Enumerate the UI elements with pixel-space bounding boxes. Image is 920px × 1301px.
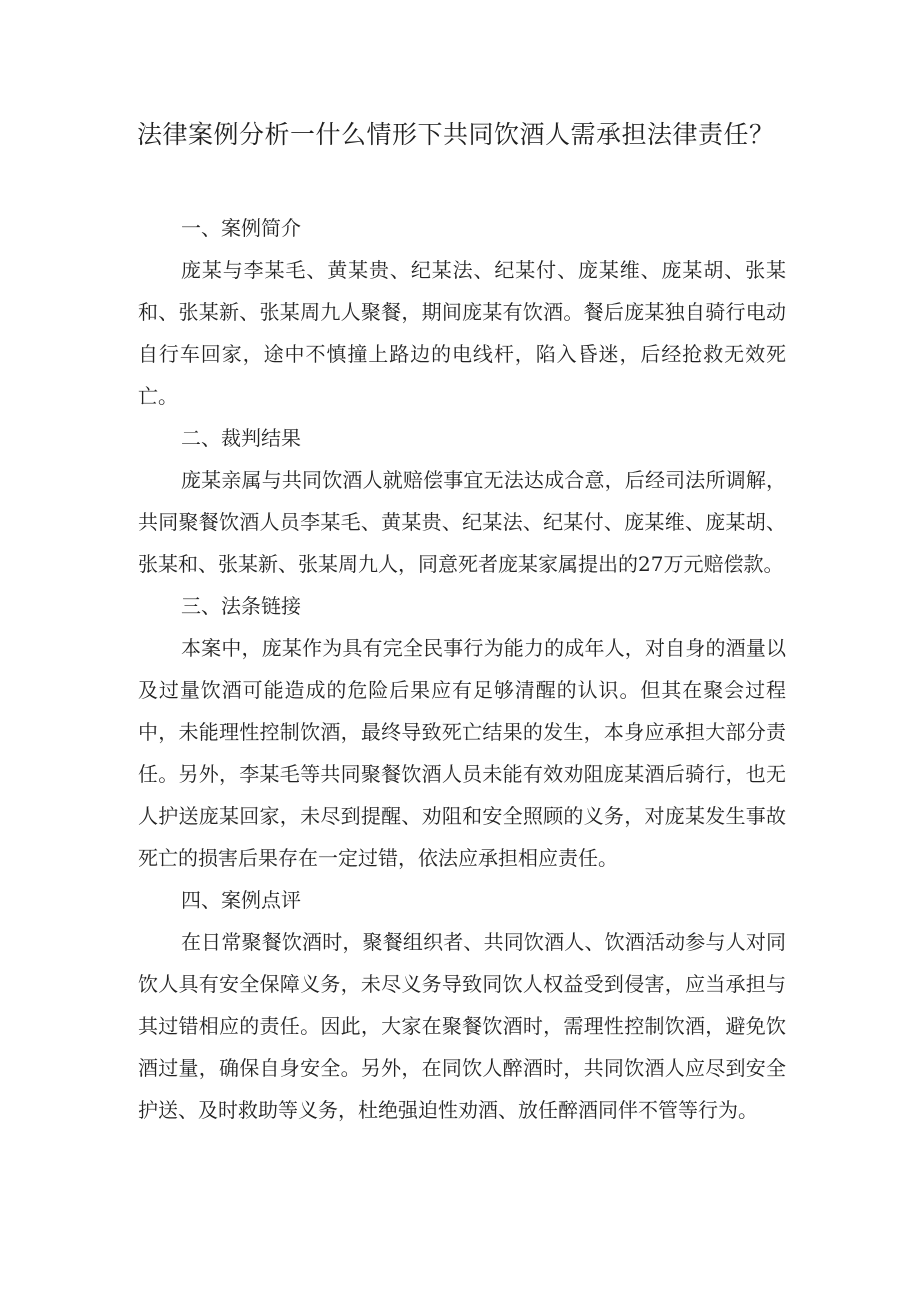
section-heading-judgment: 二、裁判结果 <box>181 426 301 450</box>
section-heading-legal-provisions: 三、法条链接 <box>181 594 301 618</box>
section-paragraph-legal-provisions: 本案中，庞某作为具有完全民事行为能力的成年人，对自身的酒量以及过量饮酒可能造成的危险后果应有足够清醒的认识。但其在聚会过程中，未能理性控制饮酒，最终导致死亡结果的发生，本身应承担大部分责任。另外，李某毛等共同聚餐饮酒人员未能有效劝阻庞某酒后骑行，也无人护送庞某回家，未尽到提醒、劝阻和安全照顾的义务，对庞某发生事故死亡的损害后果存在一定过错，依法应承担相应责任。 <box>138 636 786 870</box>
section-paragraph-case-commentary: 在日常聚餐饮酒时，聚餐组织者、共同饮酒人、饮酒活动参与人对同饮人具有安全保障义务，未尽义务导致同饮人权益受到侵害，应当承担与其过错相应的责任。因此，大家在聚餐饮酒时，需理性控制饮酒，避免饮酒过量，确保自身安全。另外，在同饮人醉酒时，共同饮酒人应尽到安全护送、及时救助等义务，杜绝强迫性劝酒、放任醉酒同伴不管等行为。 <box>138 930 786 1122</box>
section-paragraph-judgment: 庞某亲属与共同饮酒人就赔偿事宜无法达成合意，后经司法所调解，共同聚餐饮酒人员李某毛、黄某贵、纪某法、纪某付、庞某维、庞某胡、张某和、张某新、张某周九人，同意死者庞某家属提出的27万元赔偿款。 <box>138 468 786 576</box>
section-heading-case-summary: 一、案例简介 <box>181 216 301 240</box>
document-body <box>138 207 786 1131</box>
section-heading-case-commentary: 四、案例点评 <box>181 888 301 912</box>
document-title: 法律案例分析一什么情形下共同饮酒人需承担法律责任？ <box>137 120 775 149</box>
section-paragraph-case-summary: 庞某与李某毛、黄某贵、纪某法、纪某付、庞某维、庞某胡、张某和、张某新、张某周九人聚餐，期间庞某有饮酒。餐后庞某独自骑行电动自行车回家，途中不慎撞上路边的电线杆，陷入昏迷，后经抢救无效死亡。 <box>138 258 786 408</box>
